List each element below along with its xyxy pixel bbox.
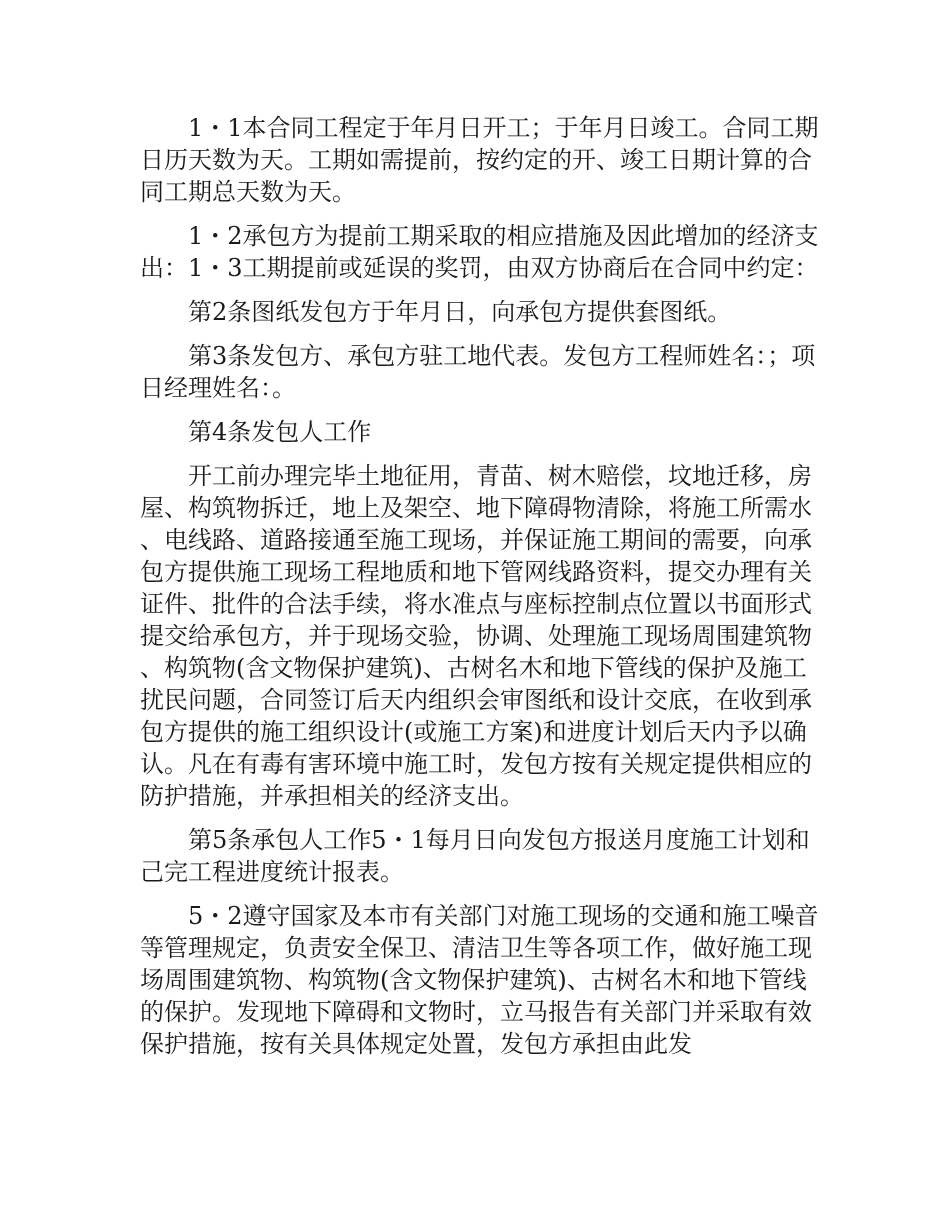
paragraph-1-1-schedule: 1・1本合同工程定于年月日开工；于年月日竣工。合同工期日历天数为天。工期如需提前，按约定的开、竣工日期计算的合同工期总天数为天。	[140, 114, 819, 206]
paragraph-article-4-body: 开工前办理完毕土地征用，青苗、树木赔偿，坟地迁移，房屋、构筑物拆迁，地上及架空、地下障碍物清除，将施工所需水、电线路、道路接通至施工现场，并保证施工期间的需要，向承包方提供施工现场工程地质和地下管网线路资料，提交办理有关证件、批件的合法手续，将水准点与座标控制点位置以书面形式提交给承包方，并于现场交验，协调、处理施工现场周围建筑物、构筑物(含文物保护建筑)、古树名木和地下管线的保护及施工扰民问题，合同签订后天内组织会审图纸和设计交底，在收到承包方提供的施工组织设计(或施工方案)和进度计划后天内予以确认。凡在有毒有害环境中施工时，发包方按有关规定提供相应的防护措施，并承担相关的经济支出。	[140, 462, 812, 810]
paragraph-article-3-representatives: 第3条发包方、承包方驻工地代表。发包方工程师姓名：；项日经理姓名：。	[140, 342, 816, 402]
paragraph-5-2: 5・2遵守国家及本市有关部门对施工现场的交通和施工噪音等管理规定，负责安全保卫、清洁卫生等各项工作，做好施工现场周围建筑物、构筑物(含文物保护建筑)、古树名木和地下管线的保护。发现地下障碍和文物时，立马报告有关部门并采取有效保护措施，按有关具体规定处置，发包方承担由此发	[140, 902, 819, 1058]
paragraph-1-2-measures: 1・2承包方为提前工期采取的相应措施及因此增加的经济支出：1・3工期提前或延误的奖罚，由双方协商后在合同中约定：	[140, 222, 819, 282]
paragraph-article-2-drawings: 第2条图纸发包方于年月日，向承包方提供套图纸。	[188, 298, 732, 326]
paragraph-article-5-1: 第5条承包人工作5・1每月日向发包方报送月度施工计划和己完工程进度统计报表。	[140, 826, 810, 886]
paragraph-article-4-heading: 第4条发包人工作	[188, 418, 372, 446]
document-body	[140, 112, 830, 1072]
